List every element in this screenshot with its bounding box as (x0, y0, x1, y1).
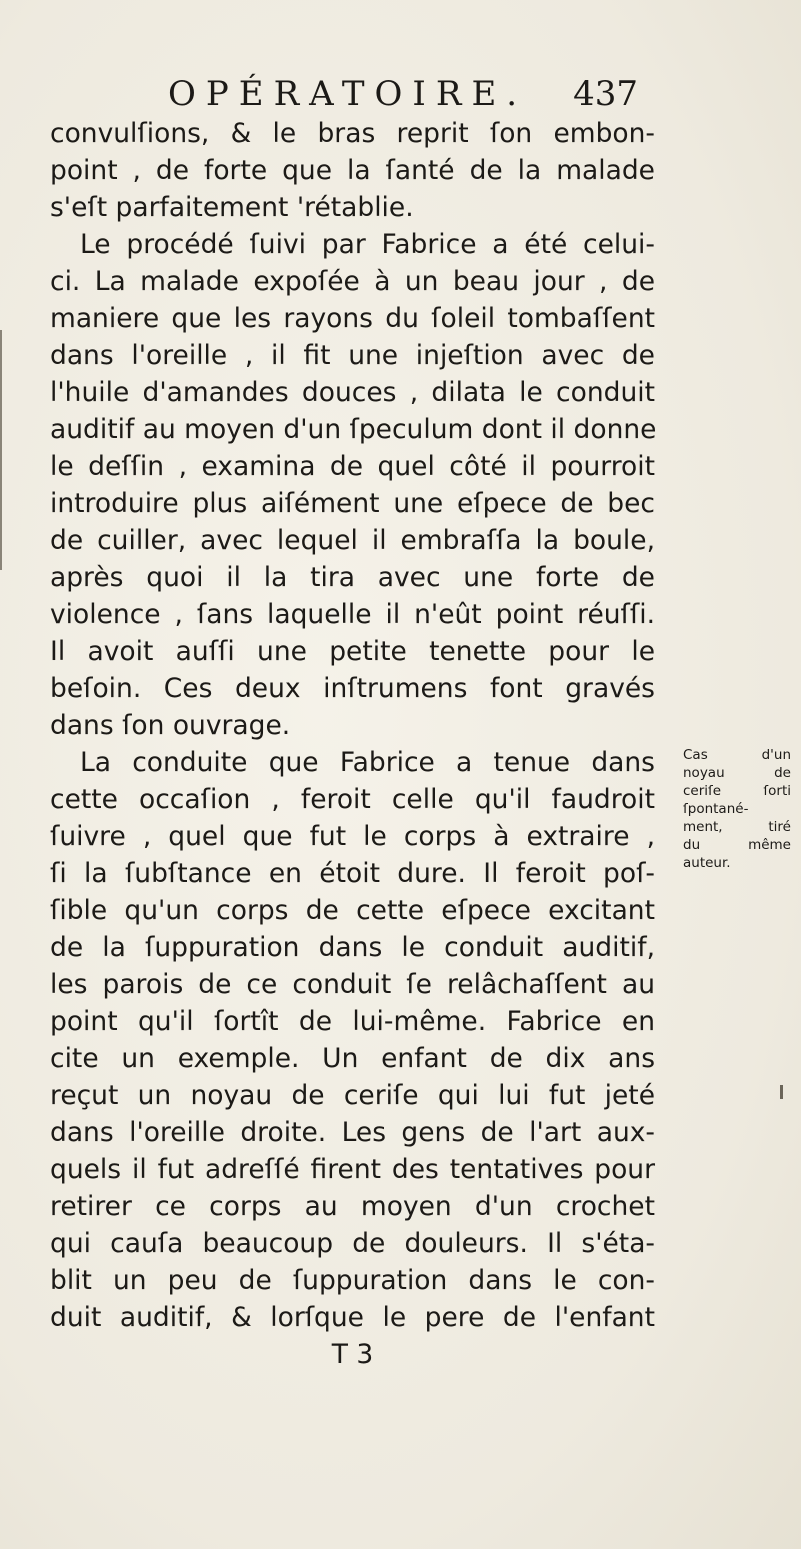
margin-note (683, 746, 791, 872)
text-line: qui cauſa beaucoup de douleurs. Il s'éta- (50, 1228, 655, 1259)
text-line: Le procédé ſuivi par Fabrice a été celui- (80, 229, 655, 260)
text-line: maniere que les rayons du ſoleil tombaſſent (50, 303, 655, 334)
text-line: duit auditif, & lorſque le pere de l'enfant (50, 1302, 655, 1333)
running-head: OPÉRATOIRE. (168, 74, 528, 114)
text-line: convulſions, & le bras reprit ſon embon- (50, 118, 655, 149)
page-number: 437 (573, 74, 638, 114)
text-line: Il avoit auſſi une petite tenette pour le (50, 636, 655, 667)
text-line: dans l'oreille droite. Les gens de l'art aux- (50, 1117, 655, 1148)
margin-note-line: du même (683, 837, 791, 853)
text-line: ſi la ſubſtance en étoit dure. Il feroit poſ- (50, 858, 655, 889)
text-line: retirer ce corps au moyen d'un crochet (50, 1191, 655, 1222)
margin-note-line: Cas d'un (683, 747, 791, 763)
text-line: ci. La malade expoſée à un beau jour , de (50, 266, 655, 297)
text-line: s'eſt parfaitement 'rétablie. (50, 192, 414, 223)
text-line: reçut un noyau de ceriſe qui lui fut jeté (50, 1080, 655, 1111)
text-line: blit un peu de ſuppuration dans le con- (50, 1265, 655, 1296)
text-line: ſible qu'un corps de cette eſpece excitant (50, 895, 655, 926)
margin-note-line: ment, tiré (683, 819, 791, 835)
text-line: quels il fut adreſſé firent des tentatives pour (50, 1154, 655, 1185)
margin-rule (0, 330, 2, 570)
page-header (168, 70, 638, 118)
text-line: dans ſon ouvrage. (50, 710, 291, 741)
text-line: de la ſuppuration dans le conduit auditif, (50, 932, 655, 963)
margin-note-line: ceriſe ſorti (683, 783, 791, 799)
text-line: les parois de ce conduit ſe relâchaſſent au (50, 969, 655, 1000)
text-line: La conduite que Fabrice a tenue dans (80, 747, 655, 778)
margin-note-line: auteur. (683, 855, 731, 871)
text-line: après quoi il la tira avec une forte de (50, 562, 655, 593)
text-line: auditif au moyen d'un ſpeculum dont il donne (50, 414, 657, 445)
margin-note-line: noyau de (683, 765, 791, 781)
text-line: introduire plus aiſément une eſpece de bec (50, 488, 655, 519)
text-line: beſoin. Ces deux inſtrumens font gravés (50, 673, 655, 704)
text-line: dans l'oreille , il fit une injeſtion avec de (50, 340, 655, 371)
text-line: cite un exemple. Un enfant de dix ans (50, 1043, 655, 1074)
signature-mark: T 3 (331, 1339, 374, 1370)
ink-speck (780, 1085, 783, 1099)
text-line: point qu'il ſortît de lui-même. Fabrice en (50, 1006, 655, 1037)
body-text (50, 115, 655, 1373)
text-line: le deſſin , examina de quel côté il pourroit (50, 451, 655, 482)
margin-note-line: ſpontané- (683, 801, 749, 817)
text-line: de cuiller, avec lequel il embraſſa la boule, (50, 525, 655, 556)
text-line: ſuivre , quel que fut le corps à extraire , (50, 821, 655, 852)
text-line: cette occaſion , feroit celle qu'il faudroit (50, 784, 655, 815)
text-line: violence , ſans laquelle il n'eût point réuſſi. (50, 599, 655, 630)
text-line: l'huile d'amandes douces , dilata le conduit (50, 377, 655, 408)
text-line: point , de forte que la ſanté de la malade (50, 155, 655, 186)
